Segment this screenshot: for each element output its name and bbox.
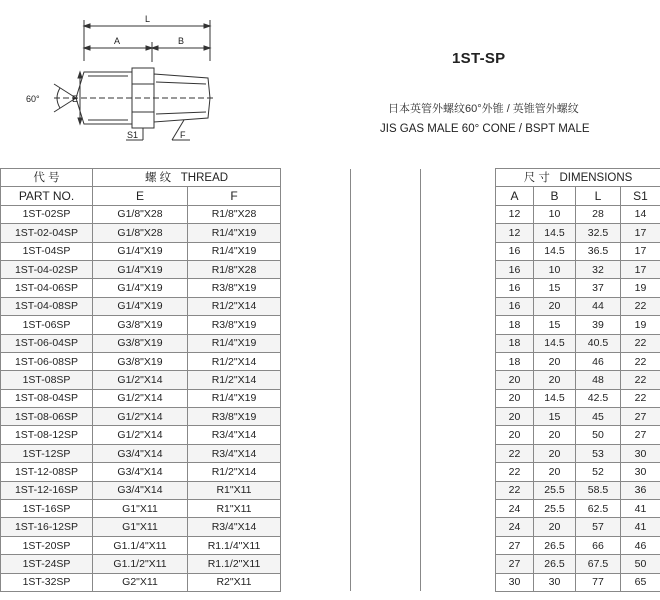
cell-thread-f: R1/4"X19 [188,242,281,260]
cell-part-no: 1ST-06-04SP [1,334,93,352]
cell-thread-e: G2"X11 [93,573,188,591]
cell-thread-e: G3/4"X14 [93,481,188,499]
cell-thread-e: G1/2"X14 [93,389,188,407]
cell-dim-s1: 17 [621,224,660,242]
cell-part-no: 1ST-06-08SP [1,352,93,370]
cell-dim-a: 16 [496,297,534,315]
cell-dim-a: 30 [496,573,534,591]
cell-dim-b: 20 [534,463,576,481]
cell-dim-l: 39 [576,316,621,334]
cell-dim-b: 20 [534,426,576,444]
cell-dim-a: 24 [496,500,534,518]
cell-dim-l: 58.5 [576,481,621,499]
cell-dim-l: 50 [576,426,621,444]
cell-dim-s1: 17 [621,260,660,278]
cell-part-no: 1ST-02SP [1,205,93,223]
cell-part-no: 1ST-12-08SP [1,463,93,481]
table-row [1,352,660,370]
subtitle-english: JIS GAS MALE 60° CONE / BSPT MALE [380,123,590,135]
cell-dim-l: 44 [576,297,621,315]
subtitle-chinese: 日本英管外螺纹60°外锥 / 英锥管外螺纹 [388,103,579,115]
cell-dim-l: 53 [576,444,621,462]
table-row [1,297,660,315]
cell-thread-e: G1/8"X28 [93,205,188,223]
cell-dim-b: 30 [534,573,576,591]
header-row-cn [1,169,660,187]
table-row [1,242,660,260]
cell-dim-b: 26.5 [534,555,576,573]
cell-thread-e: G3/8"X19 [93,334,188,352]
cell-dim-a: 20 [496,408,534,426]
cell-dim-s1: 17 [621,242,660,260]
cell-part-no: 1ST-32SP [1,573,93,591]
cell-dim-a: 16 [496,242,534,260]
cell-dim-l: 57 [576,518,621,536]
cell-thread-f: R2"X11 [188,573,281,591]
cell-dim-a: 27 [496,536,534,554]
angle-label: 60° [26,94,40,104]
cell-thread-e: G1/8"X28 [93,224,188,242]
cell-dim-s1: 22 [621,352,660,370]
cell-dim-l: 77 [576,573,621,591]
cell-part-no: 1ST-04-08SP [1,297,93,315]
cell-dim-a: 20 [496,426,534,444]
cell-dim-s1: 41 [621,500,660,518]
header-dimensions: 尺 寸 DIMENSIONS [496,169,660,187]
cell-dim-b: 20 [534,518,576,536]
cell-dim-a: 12 [496,224,534,242]
cell-dim-l: 40.5 [576,334,621,352]
cell-part-no: 1ST-06SP [1,316,93,334]
cell-dim-l: 66 [576,536,621,554]
cell-part-no: 1ST-08SP [1,371,93,389]
cell-dim-b: 15 [534,316,576,334]
table-row [1,260,660,278]
cell-part-no: 1ST-02-04SP [1,224,93,242]
cell-thread-e: G1"X11 [93,518,188,536]
cell-thread-f: R1/4"X19 [188,224,281,242]
cell-part-no: 1ST-12SP [1,444,93,462]
table-row [1,408,660,426]
cell-dim-a: 27 [496,555,534,573]
cell-part-no: 1ST-12-16SP [1,481,93,499]
table-row [1,334,660,352]
cell-dim-b: 15 [534,279,576,297]
cell-thread-f: R1/2"X14 [188,463,281,481]
cell-dim-b: 14.5 [534,334,576,352]
fitting-drawing [14,6,224,156]
cell-dim-b: 10 [534,205,576,223]
cell-thread-f: R1/4"X19 [188,389,281,407]
table-row [1,389,660,407]
product-title: 1ST-SP [452,50,506,67]
col-part-no: PART NO. [1,187,93,205]
dim-e-label: E [72,94,79,104]
cell-dim-a: 16 [496,260,534,278]
header-thread: 螺 纹 THREAD [93,169,281,187]
cell-part-no: 1ST-08-12SP [1,426,93,444]
col-e: E [93,187,188,205]
spec-table [0,168,660,592]
cell-thread-f: R3/4"X14 [188,518,281,536]
cell-dim-l: 32 [576,260,621,278]
dim-a-label: A [114,36,121,46]
cell-thread-f: R3/8"X19 [188,316,281,334]
col-f: F [188,187,281,205]
cell-dim-s1: 14 [621,205,660,223]
col-a: A [496,187,534,205]
cell-thread-e: G1/4"X19 [93,260,188,278]
cell-thread-e: G1"X11 [93,500,188,518]
cell-thread-e: G1/4"X19 [93,242,188,260]
cell-dim-l: 32.5 [576,224,621,242]
cell-dim-l: 37 [576,279,621,297]
cell-dim-s1: 36 [621,481,660,499]
cell-thread-e: G1/2"X14 [93,426,188,444]
cell-dim-l: 46 [576,352,621,370]
cell-dim-a: 18 [496,316,534,334]
cell-dim-a: 22 [496,481,534,499]
cell-part-no: 1ST-08-04SP [1,389,93,407]
cell-part-no: 1ST-04SP [1,242,93,260]
cell-thread-e: G3/4"X14 [93,463,188,481]
table-row [1,463,660,481]
cell-dim-l: 28 [576,205,621,223]
cell-thread-f: R1"X11 [188,500,281,518]
col-s1: S1 [621,187,660,205]
cell-thread-f: R1.1/2"X11 [188,555,281,573]
table-row [1,555,660,573]
cell-dim-s1: 22 [621,371,660,389]
cell-dim-a: 20 [496,371,534,389]
cell-dim-b: 15 [534,408,576,426]
cell-dim-a: 22 [496,463,534,481]
cell-thread-e: G1.1/4"X11 [93,536,188,554]
cell-thread-f: R1/2"X14 [188,371,281,389]
cell-dim-b: 14.5 [534,242,576,260]
header-row-columns [1,187,660,205]
cell-part-no: 1ST-16SP [1,500,93,518]
cell-part-no: 1ST-20SP [1,536,93,554]
cell-dim-a: 16 [496,279,534,297]
cell-thread-e: G3/8"X19 [93,352,188,370]
col-b: B [534,187,576,205]
cell-part-no: 1ST-24SP [1,555,93,573]
cell-dim-s1: 50 [621,555,660,573]
table-row [1,371,660,389]
dim-b-label: B [178,36,185,46]
cell-dim-s1: 27 [621,408,660,426]
cell-thread-f: R3/8"X19 [188,279,281,297]
cell-thread-f: R3/8"X19 [188,408,281,426]
table-row [1,316,660,334]
cell-thread-e: G1/4"X19 [93,279,188,297]
cell-thread-f: R1/2"X14 [188,297,281,315]
cell-thread-f: R1"X11 [188,481,281,499]
cell-thread-f: R1/2"X14 [188,352,281,370]
cell-dim-b: 20 [534,371,576,389]
cell-dim-b: 25.5 [534,481,576,499]
cell-thread-e: G3/8"X19 [93,316,188,334]
cell-dim-a: 18 [496,334,534,352]
table-row [1,444,660,462]
table-row [1,205,660,223]
table-row [1,500,660,518]
cell-dim-a: 24 [496,518,534,536]
cell-dim-b: 20 [534,297,576,315]
cell-thread-f: R1/8"X28 [188,205,281,223]
cell-dim-l: 67.5 [576,555,621,573]
cell-dim-b: 10 [534,260,576,278]
table-row [1,536,660,554]
cell-thread-f: R1/8"X28 [188,260,281,278]
table-row [1,224,660,242]
table-row [1,518,660,536]
table-row [1,481,660,499]
cell-dim-s1: 19 [621,279,660,297]
cell-dim-l: 42.5 [576,389,621,407]
cell-dim-b: 26.5 [534,536,576,554]
dim-f-label: F [180,130,186,140]
cell-thread-e: G1/2"X14 [93,371,188,389]
cell-dim-s1: 27 [621,426,660,444]
cell-dim-a: 20 [496,389,534,407]
cell-dim-l: 48 [576,371,621,389]
cell-thread-e: G1.1/2"X11 [93,555,188,573]
dim-l-label: L [145,14,151,24]
cell-dim-a: 22 [496,444,534,462]
cell-part-no: 1ST-04-02SP [1,260,93,278]
cell-dim-l: 62.5 [576,500,621,518]
table-row [1,573,660,591]
cell-dim-s1: 30 [621,463,660,481]
cell-thread-f: R1/4"X19 [188,334,281,352]
cell-thread-e: G1/2"X14 [93,408,188,426]
cell-dim-b: 20 [534,352,576,370]
dim-s1-label: S1 [127,130,139,140]
cell-dim-s1: 19 [621,316,660,334]
cell-dim-s1: 22 [621,297,660,315]
cell-dim-s1: 46 [621,536,660,554]
table-row [1,279,660,297]
cell-dim-b: 14.5 [534,224,576,242]
cell-thread-f: R3/4"X14 [188,426,281,444]
cell-dim-a: 18 [496,352,534,370]
cell-dim-s1: 22 [621,334,660,352]
cell-dim-l: 36.5 [576,242,621,260]
cell-thread-f: R3/4"X14 [188,444,281,462]
cell-thread-e: G3/4"X14 [93,444,188,462]
cell-dim-s1: 22 [621,389,660,407]
cell-dim-l: 52 [576,463,621,481]
cell-part-no: 1ST-04-06SP [1,279,93,297]
cell-dim-b: 14.5 [534,389,576,407]
cell-dim-b: 25.5 [534,500,576,518]
cell-dim-s1: 41 [621,518,660,536]
col-l: L [576,187,621,205]
cell-dim-b: 20 [534,444,576,462]
cell-part-no: 1ST-16-12SP [1,518,93,536]
cell-dim-l: 45 [576,408,621,426]
cell-dim-a: 12 [496,205,534,223]
cell-dim-s1: 65 [621,573,660,591]
cell-thread-f: R1.1/4"X11 [188,536,281,554]
table-row [1,426,660,444]
cell-part-no: 1ST-08-06SP [1,408,93,426]
header-code-cn: 代 号 [1,169,93,187]
cell-dim-s1: 30 [621,444,660,462]
cell-thread-e: G1/4"X19 [93,297,188,315]
